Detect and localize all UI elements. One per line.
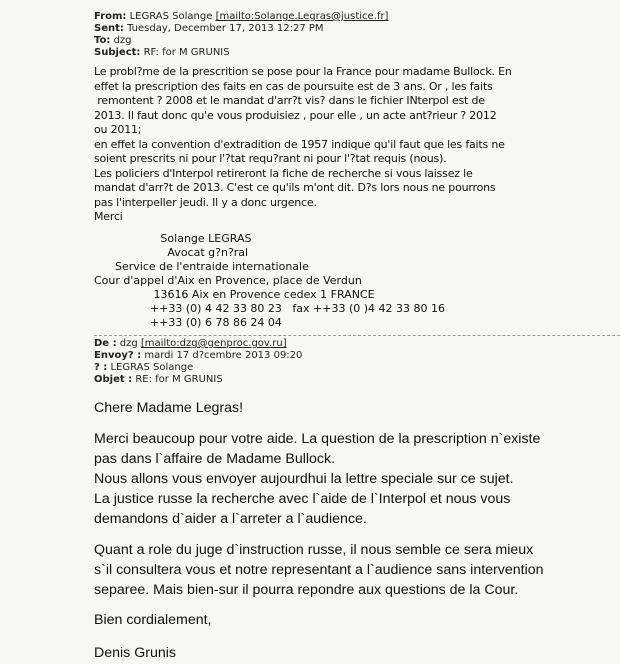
sent-date: Tuesday, December 17, 2013 12:27 PM (127, 23, 324, 34)
subject: RF: for M GRUNIS (143, 47, 230, 58)
sender: LEGRAS Solange (129, 11, 213, 22)
body-line: ou 2011; (94, 123, 142, 136)
label: Objet : (94, 374, 133, 385)
label: Subject: (94, 47, 141, 58)
body-line: en effet la convention d'extradition de 1957 indique qu'il faut que les faits ne (94, 137, 505, 151)
body-line: Nous allons vous envoyer aujourdhui la lettre speciale sur ce sujet. (94, 471, 514, 487)
signature-line: Cour d'appel d'Aix en Provence, place de Verdun (94, 274, 362, 287)
label: ? : (94, 362, 108, 373)
body-line: soient prescrits ni pour l'?tat requ?rant ni pour l'?tat requis (nous). (94, 152, 447, 165)
sent-date: mardi 17 d?cembre 2013 09:20 (144, 350, 303, 361)
signature-line: Service de l'entraide internationale (94, 260, 309, 273)
body-line: Merci (94, 210, 123, 223)
body-line: Le probl?me de la prescrition se pose pour la France pour madame Bullock. En (94, 65, 512, 78)
label: To: (94, 35, 111, 46)
signer-name: Denis Grunis (94, 645, 177, 661)
signature-line: ++33 (0) 6 78 86 24 04 (94, 316, 282, 329)
signature-line: ++33 (0) 4 42 33 80 23 fax ++33 (0 )4 42 33 80 16 (94, 302, 446, 315)
recipient: dzg (113, 35, 132, 46)
sender: dzg (119, 338, 138, 349)
signature-line: 13616 Aix en Provence cedex 1 FRANCE (94, 288, 375, 301)
body-line: s`il consultera vous et notre representant a l`audience sans intervention (94, 562, 544, 578)
body-line: demandons d`aider a l`arreter a l`audience. (94, 511, 367, 527)
signature-line: Avocat g?n?ral (94, 246, 249, 259)
body-line: La justice russe la recherche avec l`aide de l`Interpol et nous vous (94, 491, 511, 507)
sender-email-link[interactable]: [mailto:Solange.Legras@justice.fr] (215, 11, 389, 22)
body-line: effet la prescription des faits en cas de poursuite est de 3 ans. Or , les faits (94, 79, 493, 93)
label: De : (94, 338, 117, 349)
body-line: 2013. Il faut donc qu'e vous produisiez , pour elle , un acte ant?rieur ? 2012 (94, 108, 497, 122)
sender-email-link[interactable]: [mailto:dzg@genproc.gov.ru] (140, 338, 287, 349)
label: Envoy? : (94, 350, 142, 361)
to-line (94, 362, 193, 374)
from-line (94, 338, 287, 350)
from-line (94, 11, 388, 23)
body-line: remontent ? 2008 et le mandat d'arr?t vis? dans le fichier INterpol est de (94, 94, 485, 107)
body-line: mandat d'arr?t de 2013. C'est ce qu'ils m'ont dit. D?s lors nous ne pourrons (94, 181, 496, 194)
body-line: pas dans l`affaire de Madame Bullock. (94, 451, 336, 467)
subject-line (94, 47, 230, 59)
body-line: separee. Mais bien-sur il pourra repondre aux questions de la Cour. (94, 582, 519, 598)
sent-line (94, 350, 302, 362)
to-line (94, 35, 132, 47)
divider (94, 335, 620, 336)
body-line: Quant a role du juge d`instruction russe, il nous semble ce sera mieux (94, 542, 534, 558)
signature-line: Solange LEGRAS (94, 232, 252, 245)
recipient: LEGRAS Solange (110, 362, 194, 373)
label: From: (94, 11, 127, 22)
body-line: pas l'interpeller jeudi. Il y a donc urgence. (94, 195, 317, 209)
body-line: Les policiers d'Interpol retireront la fiche de recherche si vous laissez le (94, 166, 473, 180)
label: Sent: (94, 23, 124, 34)
greeting: Chere Madame Legras! (94, 400, 244, 416)
body-line: Merci beaucoup pour votre aide. La question de la prescription n`existe (94, 431, 541, 447)
subject: RE: for M GRUNIS (135, 374, 223, 385)
subject-line (94, 374, 223, 386)
closing: Bien cordialement, (94, 612, 212, 628)
sent-line (94, 23, 324, 35)
